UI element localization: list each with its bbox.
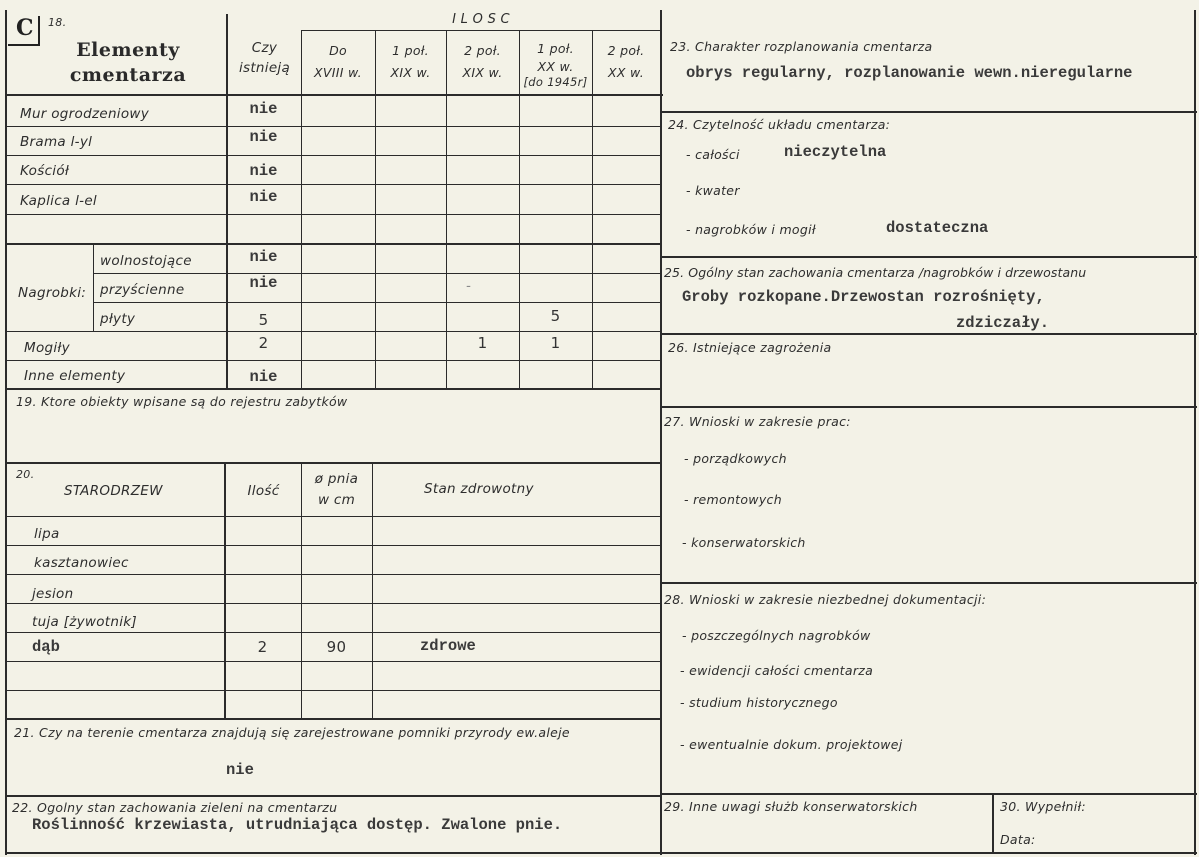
period-header-2 bbox=[375, 40, 446, 84]
tree-state: zdrowe bbox=[420, 637, 476, 655]
value-inne-exists: nie bbox=[249, 368, 278, 386]
tree-name: jesion bbox=[32, 586, 74, 602]
value-mur-exists: nie bbox=[249, 100, 278, 118]
divider bbox=[5, 360, 661, 361]
q22-answer: Roślinność krzewiasta, utrudniająca dostęp. Zwalone pnie. bbox=[32, 816, 563, 834]
q19-label: 19. Ktore obiekty wpisane są do rejestru zabytków bbox=[16, 394, 348, 409]
divider bbox=[5, 574, 661, 575]
q20-head-diam bbox=[301, 469, 372, 511]
value-wolnostojace-exists: nie bbox=[249, 248, 278, 266]
section-number: 18. bbox=[48, 16, 67, 29]
divider bbox=[5, 184, 661, 185]
section-letter-box bbox=[8, 16, 40, 46]
divider bbox=[5, 632, 661, 633]
header-ilosc: I L O S C bbox=[452, 12, 510, 27]
value-mogily-xix2: 1 bbox=[477, 334, 488, 352]
divider bbox=[5, 718, 661, 720]
value-kaplica-exists: nie bbox=[249, 188, 278, 206]
period-5-line-2: XX w. bbox=[608, 65, 644, 80]
divider bbox=[660, 256, 1197, 258]
tree-name: lipa bbox=[34, 526, 60, 542]
value-przyscienne-mark: - bbox=[466, 278, 472, 294]
divider bbox=[5, 852, 1197, 854]
q28-item: - ewidencji całości cmentarza bbox=[680, 663, 874, 678]
period-header-3 bbox=[446, 40, 519, 84]
q24-item-answer: dostateczna bbox=[886, 219, 989, 237]
q27-item: - porządkowych bbox=[684, 451, 787, 466]
divider bbox=[5, 94, 663, 96]
divider bbox=[5, 545, 661, 546]
period-2-line-1: 1 poł. bbox=[392, 43, 429, 58]
row-label-wolnostojace: wolnostojące bbox=[100, 253, 192, 269]
page-title bbox=[48, 38, 208, 88]
q24-item-label: - kwater bbox=[686, 183, 740, 198]
divider bbox=[660, 406, 1197, 408]
divider bbox=[5, 516, 661, 517]
q28-item: - poszczególnych nagrobków bbox=[682, 628, 871, 643]
divider bbox=[1194, 10, 1196, 855]
q25-answer-line-1: Groby rozkopane.Drzewostan rozrośnięty, bbox=[682, 288, 1045, 306]
q28-item: - studium historycznego bbox=[680, 695, 838, 710]
tree-diam: 90 bbox=[326, 638, 347, 656]
divider bbox=[5, 795, 661, 797]
row-label-inne: Inne elementy bbox=[24, 368, 126, 384]
period-header-1 bbox=[301, 40, 375, 84]
q25-label: 25. Ogólny stan zachowania cmentarza /nagrobków i drzewostanu bbox=[664, 265, 1087, 280]
divider bbox=[5, 155, 661, 156]
divider bbox=[5, 331, 661, 332]
divider bbox=[660, 333, 1197, 335]
divider bbox=[5, 661, 661, 662]
q20-head-name: STARODRZEW bbox=[64, 483, 163, 499]
q29-label: 29. Inne uwagi służb konserwatorskich bbox=[664, 799, 918, 814]
value-przyscienne-exists: nie bbox=[249, 274, 278, 292]
divider bbox=[992, 793, 994, 853]
q20-head-diam-line-2: w cm bbox=[317, 492, 356, 508]
row-label-nagrobki: Nagrobki: bbox=[18, 285, 87, 301]
period-4-line-1: 1 poł. bbox=[537, 41, 574, 56]
q30-date-label: Data: bbox=[1000, 832, 1036, 847]
divider bbox=[660, 10, 662, 855]
divider bbox=[93, 302, 661, 303]
q24-label: 24. Czytelność układu cmentarza: bbox=[668, 117, 891, 132]
period-3-line-1: 2 poł. bbox=[464, 43, 501, 58]
tree-name: dąb bbox=[32, 638, 60, 656]
row-label-mogily: Mogiły bbox=[24, 340, 70, 356]
divider bbox=[372, 462, 373, 718]
value-mogily-xx1: 1 bbox=[550, 334, 561, 352]
divider bbox=[660, 793, 1197, 795]
q23-answer: obrys regularny, rozplanowanie wewn.nieregularne bbox=[686, 64, 1133, 82]
tree-name: tuja [żywotnik] bbox=[32, 614, 137, 630]
period-2-line-2: XIX w. bbox=[390, 65, 431, 80]
period-3-line-2: XIX w. bbox=[462, 65, 503, 80]
divider bbox=[93, 273, 661, 274]
header-exists-line-1: Czy bbox=[251, 40, 278, 56]
divider bbox=[5, 10, 7, 855]
q27-item: - konserwatorskich bbox=[682, 535, 806, 550]
q20-head-count: Ilość bbox=[247, 483, 280, 499]
q27-label: 27. Wnioski w zakresie prac: bbox=[664, 414, 851, 429]
q24-item-label: - nagrobków i mogił bbox=[686, 222, 816, 237]
tree-name: kasztanowiec bbox=[34, 555, 129, 571]
divider bbox=[93, 243, 94, 332]
row-label-przyscienne: przyścienne bbox=[100, 282, 185, 298]
q23-label: 23. Charakter rozplanowania cmentarza bbox=[670, 39, 933, 54]
row-label-brama: Brama l-yl bbox=[20, 134, 93, 150]
period-header-4 bbox=[519, 40, 592, 88]
value-plyty-exists: 5 bbox=[258, 311, 269, 329]
period-header-5 bbox=[592, 40, 660, 84]
row-label-kaplica: Kaplica l-el bbox=[20, 193, 97, 209]
title-line-2: cmentarza bbox=[69, 64, 187, 86]
period-1-line-1: Do bbox=[329, 43, 347, 58]
value-kosciol-exists: nie bbox=[249, 162, 278, 180]
q24-item-label: - całości bbox=[686, 147, 740, 162]
divider bbox=[5, 214, 661, 215]
divider bbox=[5, 603, 661, 604]
divider bbox=[5, 690, 661, 691]
q20-head-state: Stan zdrowotny bbox=[424, 481, 534, 497]
q30-label: 30. Wypełnił: bbox=[1000, 799, 1086, 814]
q20-head-diam-line-1: ø pnia bbox=[314, 471, 359, 487]
row-label-mur: Mur ogrodzeniowy bbox=[20, 106, 150, 122]
q21-label: 21. Czy na terenie cmentarza znajdują się zarejestrowane pomniki przyrody ew.aleje bbox=[14, 725, 570, 740]
header-exists-line-2: istnieją bbox=[238, 60, 291, 76]
q24-item-answer: nieczytelna bbox=[784, 143, 887, 161]
row-label-plyty: płyty bbox=[100, 311, 136, 327]
divider bbox=[5, 243, 661, 245]
q25-answer-line-2: zdziczały. bbox=[956, 314, 1050, 332]
period-4-line-2: XX w. bbox=[537, 59, 574, 74]
divider bbox=[660, 582, 1197, 584]
period-4-line-3: [do 1945r] bbox=[523, 75, 588, 89]
divider bbox=[5, 462, 661, 464]
q28-item: - ewentualnie dokum. projektowej bbox=[680, 737, 903, 752]
q22-label: 22. Ogolny stan zachowania zieleni na cmentarzu bbox=[12, 800, 338, 815]
value-brama-exists: nie bbox=[249, 128, 278, 146]
header-exists bbox=[228, 38, 301, 78]
divider bbox=[224, 462, 226, 718]
tree-count: 2 bbox=[257, 638, 268, 656]
q21-answer: nie bbox=[226, 761, 254, 779]
q26-label: 26. Istniejące zagrożenia bbox=[668, 340, 832, 355]
value-mogily-exists: 2 bbox=[258, 334, 269, 352]
divider bbox=[301, 30, 661, 31]
period-1-line-2: XVIII w. bbox=[314, 65, 362, 80]
period-5-line-1: 2 poł. bbox=[607, 43, 645, 58]
row-label-kosciol: Kościół bbox=[20, 163, 70, 179]
q28-label: 28. Wnioski w zakresie niezbednej dokumentacji: bbox=[664, 592, 987, 607]
value-plyty-xx1: 5 bbox=[550, 307, 561, 325]
title-line-1: Elementy bbox=[76, 39, 180, 61]
divider bbox=[5, 388, 661, 390]
q27-item: - remontowych bbox=[684, 492, 782, 507]
divider bbox=[5, 126, 661, 127]
section-letter: C bbox=[16, 15, 34, 41]
divider bbox=[660, 111, 1197, 113]
q20-number: 20. bbox=[16, 468, 35, 481]
